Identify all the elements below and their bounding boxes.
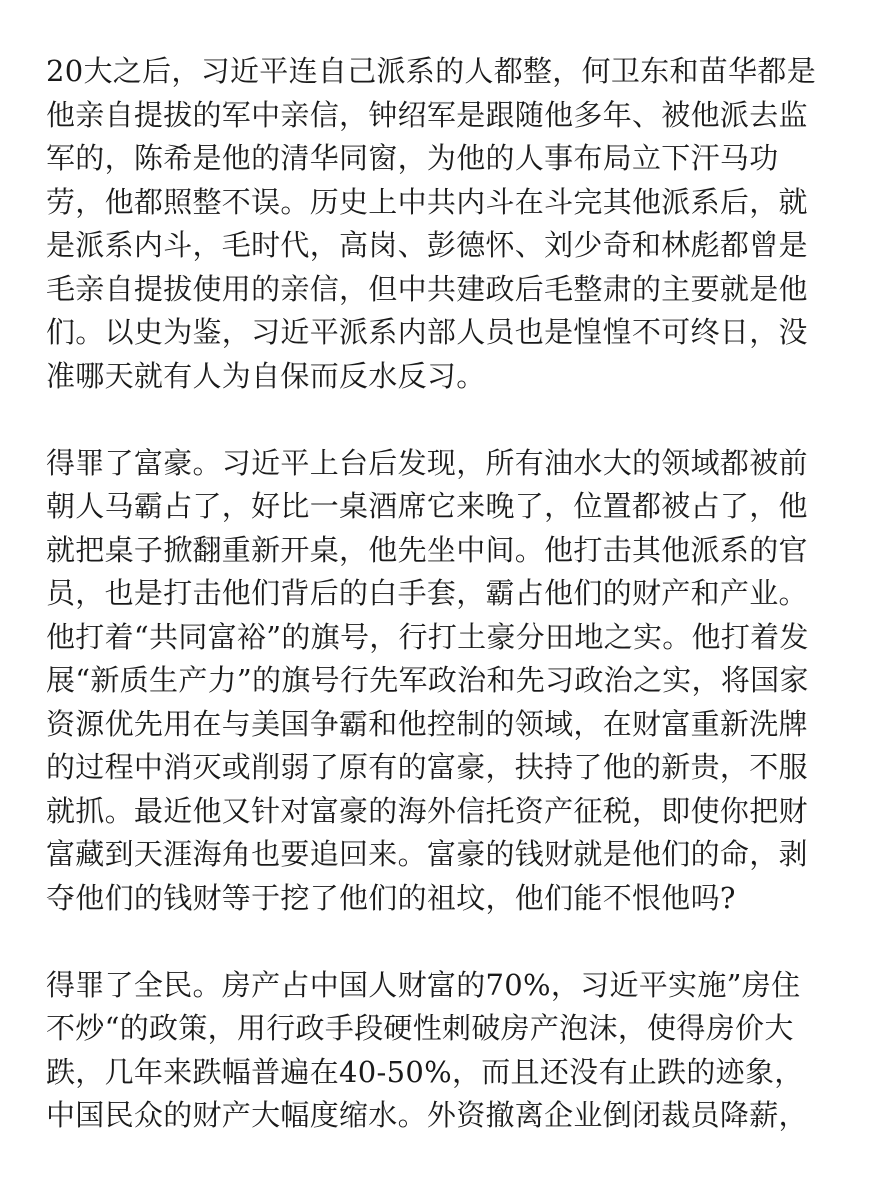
paragraph-offended-public: [46, 964, 846, 1138]
text-line: 们。以史为鉴，习近平派系内部人员也是惶惶不可终日，没: [46, 315, 808, 349]
text-line: 不炒“的政策，用行政手段硬性刺破房产泡沫，使得房价大: [46, 1011, 794, 1045]
paragraph-spacer: [46, 920, 846, 964]
text-line: 展“新质生产力”的旗号行先军政治和先习政治之实，将国家: [46, 663, 809, 697]
text-line: 中国民众的财产大幅度缩水。外资撤离企业倒闭裁员降薪，: [46, 1098, 808, 1132]
text-line: 富藏到天涯海角也要追回来。富豪的钱财就是他们的命，剥: [46, 837, 808, 871]
text-line: 夺他们的钱财等于挖了他们的祖坟，他们能不恨他吗?: [46, 880, 736, 915]
text-line: 朝人马霸占了，好比一桌酒席它来晚了，位置都被占了，他: [46, 489, 808, 523]
text-line: 军的，陈希是他的清华同窗，为他的人事布局立下汗马功: [46, 141, 779, 175]
text-line: 员，也是打击他们背后的白手套，霸占他们的财产和产业。: [46, 576, 808, 610]
text-line: 20大之后，习近平连自己派系的人都整，何卫东和苗华都是: [46, 54, 817, 88]
text-line: 跌，几年来跌幅普遍在40-50%，而且还没有止跌的迹象，: [46, 1054, 804, 1089]
paragraph-offended-wealthy: [46, 442, 846, 921]
text-line: 就把桌子掀翻重新开桌，他先坐中间。他打击其他派系的官: [46, 532, 808, 567]
text-line: 是派系内斗，毛时代，高岗、彭德怀、刘少奇和林彪都曾是: [46, 228, 808, 262]
paragraph-spacer: [46, 398, 846, 442]
text-line: 得罪了富豪。习近平上台后发现，所有油水大的领域都被前: [46, 445, 808, 480]
text-line: 资源优先用在与美国争霸和他控制的领域，在财富重新洗牌: [46, 706, 808, 741]
text-line: 的过程中消灭或削弱了原有的富豪，扶持了他的新贵，不服: [46, 750, 808, 784]
text-line: 劳，他都照整不误。历史上中共内斗在斗完其他派系后，就: [46, 184, 808, 219]
text-line: 他亲自提拔的军中亲信，钟绍军是跟随他多年、被他派去监: [46, 97, 808, 132]
paragraph-factional-purge: [46, 50, 846, 398]
text-line: 他打着“共同富裕”的旗号，行打土豪分田地之实。他打着发: [46, 619, 809, 654]
article-body: [46, 50, 846, 1138]
text-line: 得罪了全民。房产占中国人财富的70%，习近平实施”房住: [46, 967, 801, 1002]
text-line: 毛亲自提拔使用的亲信，但中共建政后毛整肃的主要就是他: [46, 271, 808, 306]
text-line: 就抓。最近他又针对富豪的海外信托资产征税，即使你把财: [46, 793, 808, 828]
text-line: 准哪天就有人为自保而反水反习。: [46, 358, 486, 393]
